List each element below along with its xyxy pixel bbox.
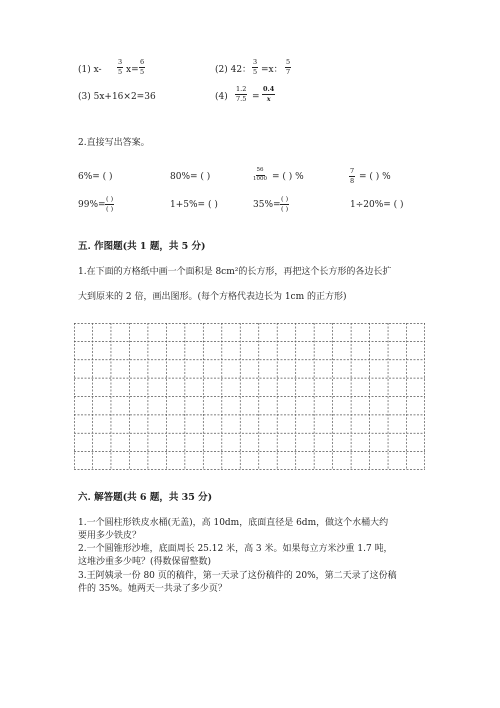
answer-56-over-1000-tail: = ( ) % [272,172,304,182]
equation-4-fraction-a: $\frac{1.2}{7.5}$ [236,85,247,103]
answer-7-over-8-tail: = ( ) % [359,172,391,182]
section-6-question-3-line-1: 3.王阿姨录一份 80 页的稿件，第一天录了这份稿件的 20%，第二天录了这份稿 [78,571,397,581]
section-5-question-1-line-2: 大到原来的 2 倍，画出图形。(每个方格代表边长为 1cm 的正方形) [78,292,347,302]
section-6-question-3-line-2: 件的 35%。她两天一共录了多少页？ [78,584,227,594]
answer-1-div-20-percent: 1÷20%= ( ) [350,200,404,210]
answer-35-percent-fraction: ( ) ( ) [281,195,289,213]
equation-2-mid: =x： [261,65,283,75]
section-6-question-1-line-2: 要用多少铁皮？ [78,531,142,541]
answer-80-percent: 80%= ( ) [170,172,211,182]
section-6-question-1-line-1: 1.一个圆柱形铁皮水桶(无盖)，高 10dm，底面直径是 6dm，做这个水桶大约 [78,518,389,528]
equation-1-fraction-a: $\frac{3}{5}$ [118,58,123,76]
section-5-question-1-line-1: 1.在下面的方格纸中画一个面积是 8cm²的长方形，再把这个长方形的各边长扩 [78,267,392,277]
answer-1-plus-5-percent: 1+5%= ( ) [170,200,218,210]
section-6-question-2-line-2: 这堆沙重多少吨？(得数保留整数) [78,557,212,567]
section-6-title: 六. 解答题(共 6 题，共 35 分) [78,492,213,503]
equation-2-prefix: (2) 42： [215,65,252,75]
equation-1-fraction-b: $\frac{6}{5}$ [140,58,145,76]
question-2-title: 2.直接写出答案。 [78,138,150,148]
answer-6-percent: 6%= ( ) [78,172,113,182]
fraction-56-over-1000: $\frac{56}{1000}$ [253,167,267,182]
answer-99-percent-prefix: 99%= [78,200,106,210]
equation-4-fraction-b: $\frac{0.4}{x}$ [263,85,275,103]
equation-2-fraction-a: $\frac{3}{5}$ [253,58,258,76]
section-6-question-2-line-1: 2.一个圆锥形沙堆，底面周长 25.12 米，高 3 米。如果每立方米沙重 1.7 吨， [78,544,393,554]
answer-99-percent-fraction: ( ) ( ) [106,195,114,213]
equation-3: (3) 5x+16×2=36 [78,92,156,102]
equation-1-mid: x= [126,65,139,75]
fraction-7-over-8: $\frac{7}{8}$ [350,167,355,185]
answer-35-percent-prefix: 35%= [253,200,281,210]
equation-2-fraction-b: $\frac{5}{7}$ [286,58,291,76]
equation-4-prefix: (4) [215,92,228,102]
equation-1-prefix: (1) x- [78,65,102,75]
section-5-title: 五. 作图题(共 1 题，共 5 分) [78,241,206,252]
equation-4-mid: = [252,92,260,102]
square-grid-paper[interactable] [74,323,425,470]
